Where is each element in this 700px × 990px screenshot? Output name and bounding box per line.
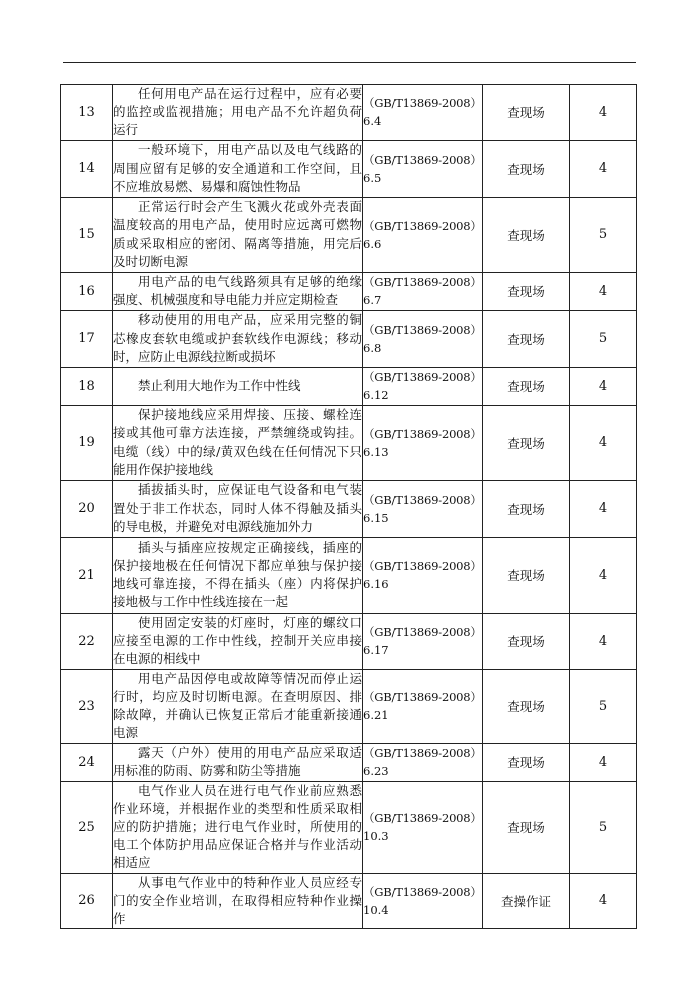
- check-method: 查现场: [483, 537, 570, 613]
- requirement-text: 禁止利用大地作为工作中性线: [138, 378, 301, 393]
- standard-reference: [363, 405, 483, 480]
- score: 5: [570, 197, 637, 272]
- table-row: [61, 140, 637, 197]
- score: 4: [570, 537, 637, 613]
- score: 4: [570, 140, 637, 197]
- requirement-text: 用电产品的电气线路须具有足够的绝缘强度、机械强度和导电能力并应定期检查: [113, 273, 362, 308]
- standard-reference: [363, 310, 483, 367]
- row-number: 22: [61, 613, 113, 669]
- standard-clause: 6.13: [363, 444, 389, 459]
- requirement-text: 正常运行时会产生飞溅火花或外壳表面温度较高的用电产品，使用时应远离可燃物质或采取相应的密闭、隔离等措施，用完后及时切断电源: [113, 199, 362, 269]
- standard-clause: 6.17: [363, 643, 389, 658]
- row-number: 25: [61, 781, 113, 873]
- table-row: [61, 743, 637, 781]
- standard-reference: [363, 85, 483, 141]
- standard-reference: [363, 781, 483, 873]
- row-number: 18: [61, 367, 113, 405]
- standard-reference: [363, 743, 483, 781]
- requirement-text: 插拔插头时，应保证电气设备和电气装置处于非工作状态，同时人体不得触及插头的导电极，并避免对电源线施加外力: [113, 482, 362, 534]
- standard-reference: [363, 873, 483, 929]
- table-row: [61, 669, 637, 743]
- table-row: [61, 310, 637, 367]
- row-number: 15: [61, 197, 113, 272]
- check-method: 查现场: [483, 85, 570, 141]
- page-header-rule: [63, 62, 636, 63]
- standard-clause: 10.3: [363, 829, 389, 844]
- requirement-text: 保护接地线应采用焊接、压接、螺栓连接或其他可靠方法连接，严禁缠绕或钩挂。电缆（线）中的绿/黄双色线在任何情况下只能用作保护接地线: [113, 407, 362, 477]
- requirement-text: 用电产品因停电或故障等情况而停止运行时，均应及时切断电源。在查明原因、排除故障，并确认已恢复正常后才能重新接通电源: [113, 670, 362, 741]
- standard-clause: 6.8: [363, 340, 382, 355]
- standard-reference: [363, 367, 483, 405]
- row-number: 14: [61, 140, 113, 197]
- check-method: 查现场: [483, 367, 570, 405]
- standard-code: （GB/T13869-2008）: [363, 492, 482, 507]
- standard-code: （GB/T13869-2008）: [363, 426, 482, 441]
- requirement-text: 移动使用的用电产品，应采用完整的铜芯橡皮套软电缆或护套软线作电源线；移动时，应防止电源线拉断或损坏: [113, 312, 362, 364]
- score: 4: [570, 367, 637, 405]
- standard-code: （GB/T13869-2008）: [363, 811, 482, 826]
- requirement-text: 电气作业人员在进行电气作业前应熟悉作业环境，并根据作业的类型和性质采取相应的防护措施；进行电气作业时，所使用的电工个体防护用品应保证合格并与作业活动相适应: [113, 782, 362, 871]
- score: 5: [570, 781, 637, 873]
- check-method: 查现场: [483, 480, 570, 537]
- row-number: 24: [61, 743, 113, 781]
- check-method: 查操作证: [483, 873, 570, 929]
- check-method: 查现场: [483, 669, 570, 743]
- standard-clause: 6.15: [363, 510, 389, 525]
- table-row: [61, 272, 637, 310]
- table-row: [61, 85, 637, 141]
- requirement-text: 一般环境下，用电产品以及电气线路的周围应留有足够的安全通道和工作空间，且不应堆放易燃、易爆和腐蚀性物品: [113, 142, 362, 194]
- standard-code: （GB/T13869-2008）: [363, 152, 482, 167]
- requirement-text: 使用固定安装的灯座时，灯座的螺纹口应接至电源的工作中性线，控制开关应串接在电源的相线中: [113, 614, 362, 667]
- requirement-text: 插头与插座应按规定正确接线，插座的保护接地极在任何情况下都应单独与保护接地线可靠连接，不得在插头（座）内将保护接地极与工作中性线连接在一起: [113, 539, 362, 610]
- standard-code: （GB/T13869-2008）: [363, 370, 482, 385]
- check-method: 查现场: [483, 781, 570, 873]
- score: 5: [570, 310, 637, 367]
- score: 4: [570, 272, 637, 310]
- table-row: [61, 613, 637, 669]
- check-method: 查现场: [483, 197, 570, 272]
- standard-reference: [363, 140, 483, 197]
- table-row: [61, 781, 637, 873]
- table-row: [61, 873, 637, 929]
- requirement-text: 露天（户外）使用的用电产品应采取适用标准的防雨、防雾和防尘等措施: [113, 744, 362, 779]
- standard-reference: [363, 480, 483, 537]
- check-method: 查现场: [483, 405, 570, 480]
- table-row: [61, 367, 637, 405]
- standard-clause: 6.6: [363, 236, 382, 251]
- standard-reference: [363, 613, 483, 669]
- row-number: 17: [61, 310, 113, 367]
- standard-code: （GB/T13869-2008）: [363, 625, 482, 640]
- standard-code: （GB/T13869-2008）: [363, 275, 482, 290]
- check-method: 查现场: [483, 743, 570, 781]
- standard-code: （GB/T13869-2008）: [363, 559, 482, 574]
- row-number: 19: [61, 405, 113, 480]
- standard-clause: 10.4: [363, 902, 389, 917]
- requirement-text: 从事电气作业中的特种作业人员应经专门的安全作业培训，在取得相应特种作业操作: [113, 874, 362, 927]
- requirement-text: 任何用电产品在运行过程中，应有必要的监控或监视措施；用电产品不允许超负荷运行: [113, 86, 362, 138]
- score: 5: [570, 669, 637, 743]
- score: 4: [570, 480, 637, 537]
- check-method: 查现场: [483, 140, 570, 197]
- score: 4: [570, 85, 637, 141]
- table-row: [61, 480, 637, 537]
- score: 4: [570, 405, 637, 480]
- standard-reference: [363, 272, 483, 310]
- standard-reference: [363, 537, 483, 613]
- standard-code: （GB/T13869-2008）: [363, 690, 482, 705]
- row-number: 16: [61, 272, 113, 310]
- standard-code: （GB/T13869-2008）: [363, 96, 482, 111]
- standard-code: （GB/T13869-2008）: [363, 322, 482, 337]
- row-number: 23: [61, 669, 113, 743]
- standard-code: （GB/T13869-2008）: [363, 746, 482, 761]
- standard-clause: 6.12: [363, 388, 389, 403]
- standard-reference: [363, 669, 483, 743]
- score: 4: [570, 873, 637, 929]
- standard-clause: 6.7: [363, 293, 382, 308]
- standard-code: （GB/T13869-2008）: [363, 218, 482, 233]
- score: 4: [570, 743, 637, 781]
- check-method: 查现场: [483, 310, 570, 367]
- table-row: [61, 197, 637, 272]
- requirements-table: [60, 84, 637, 929]
- standard-clause: 6.23: [363, 764, 389, 779]
- row-number: 26: [61, 873, 113, 929]
- row-number: 20: [61, 480, 113, 537]
- score: 4: [570, 613, 637, 669]
- standard-clause: 6.4: [363, 114, 382, 129]
- table-row: [61, 405, 637, 480]
- standard-clause: 6.21: [363, 708, 389, 723]
- row-number: 21: [61, 537, 113, 613]
- row-number: 13: [61, 85, 113, 141]
- standard-clause: 6.16: [363, 577, 389, 592]
- check-method: 查现场: [483, 272, 570, 310]
- standard-code: （GB/T13869-2008）: [363, 884, 482, 899]
- standard-reference: [363, 197, 483, 272]
- check-method: 查现场: [483, 613, 570, 669]
- table-row: [61, 537, 637, 613]
- standard-clause: 6.5: [363, 170, 382, 185]
